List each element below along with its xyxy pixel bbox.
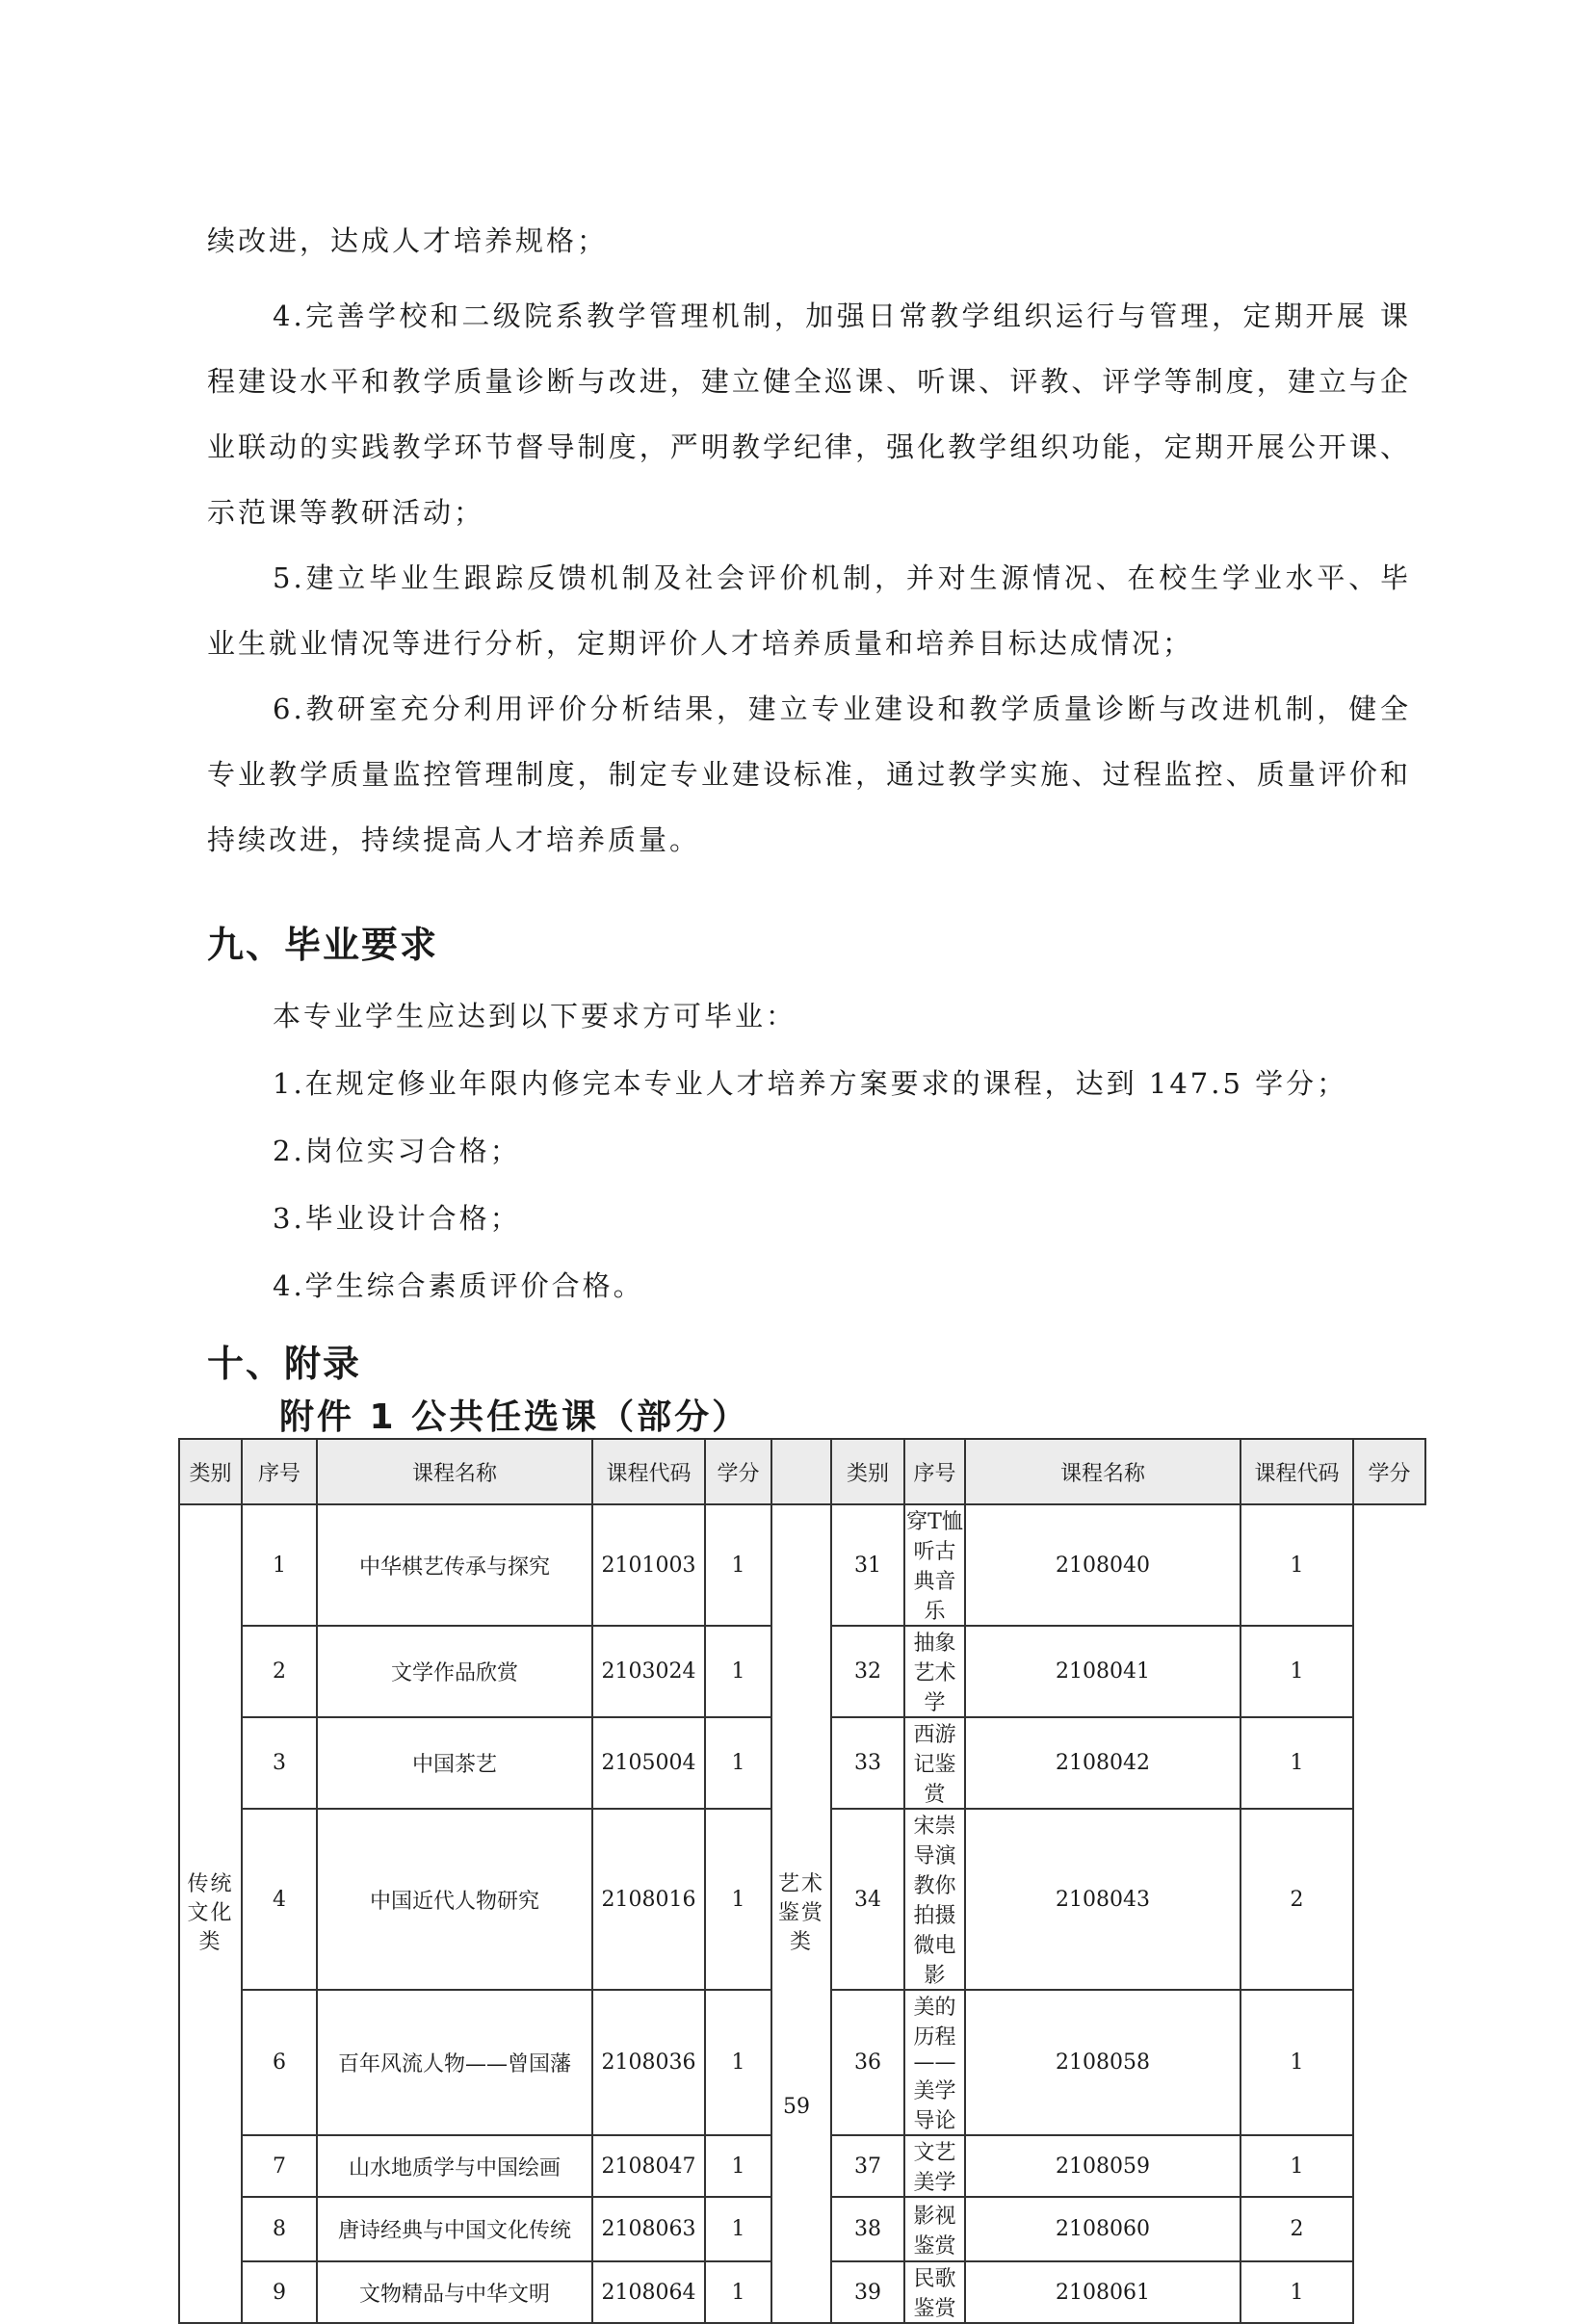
- course-seq-cell: 4: [242, 1809, 317, 1990]
- graduation-item-1: 1.在规定修业年限内修完本专业人才培养方案要求的课程，达到 147.5 学分；: [273, 1067, 1348, 1100]
- course-seq-cell: 33: [831, 1717, 904, 1809]
- course-seq-cell: 8: [242, 2197, 317, 2261]
- course-name-cell: 文学作品欣赏: [317, 1626, 592, 1717]
- graduation-item-3: 3.毕业设计合格；: [273, 1202, 521, 1235]
- course-code-cell: 2108043: [965, 1809, 1240, 1990]
- course-seq-cell: 3: [242, 1717, 317, 1809]
- paragraph-5: 5.建立毕业生跟踪反馈机制及社会评价机制，并对生源情况、在校生学业水平、毕业生就业情况等进行分析，定期评价人才培养质量和培养目标达成情况；: [207, 561, 1411, 660]
- course-credit-cell: 1: [1240, 1990, 1353, 2135]
- header-number: 序号: [904, 1439, 965, 1504]
- table-divider-column: [771, 1439, 831, 1504]
- course-seq-cell: 7: [242, 2135, 317, 2197]
- course-table: [178, 1438, 1426, 2324]
- course-seq-cell: 37: [831, 2135, 904, 2197]
- course-seq-cell: 31: [831, 1504, 904, 1626]
- course-name-cell: 中华棋艺传承与探究: [317, 1504, 592, 1626]
- course-name-cell: 中国茶艺: [317, 1717, 592, 1809]
- course-name-cell: 唐诗经典与中国文化传统: [317, 2197, 592, 2261]
- course-name-cell: 山水地质学与中国绘画: [317, 2135, 592, 2197]
- course-credit-cell: 1: [705, 2261, 771, 2323]
- course-credit-cell: 1: [705, 1626, 771, 1717]
- header-category: 类别: [831, 1439, 904, 1504]
- course-name-cell: 西游记鉴赏: [904, 1717, 965, 1809]
- header-course-name: 课程名称: [317, 1439, 592, 1504]
- graduation-item-2: 2.岗位实习合格；: [273, 1135, 521, 1167]
- section-heading-appendix: 十、附录: [207, 1343, 362, 1385]
- course-code-cell: 2108061: [965, 2261, 1240, 2323]
- header-course-name: 课程名称: [965, 1439, 1240, 1504]
- header-course-code: 课程代码: [1240, 1439, 1353, 1504]
- course-seq-cell: 39: [831, 2261, 904, 2323]
- course-code-cell: 2101003: [592, 1504, 705, 1626]
- course-name-cell: 美的历程——美学导论: [904, 1990, 965, 2135]
- paragraph-continuation: 续改进，达成人才培养规格；: [207, 224, 609, 257]
- course-seq-cell: 32: [831, 1626, 904, 1717]
- course-code-cell: 2108064: [592, 2261, 705, 2323]
- course-code-cell: 2108063: [592, 2197, 705, 2261]
- course-credit-cell: 1: [1240, 1717, 1353, 1809]
- course-code-cell: 2108041: [965, 1626, 1240, 1717]
- course-code-cell: 2103024: [592, 1626, 705, 1717]
- header-credits: 学分: [705, 1439, 771, 1504]
- course-credit-cell: 1: [1240, 1504, 1353, 1626]
- course-code-cell: 2108036: [592, 1990, 705, 2135]
- course-seq-cell: 1: [242, 1504, 317, 1626]
- course-seq-cell: 36: [831, 1990, 904, 2135]
- table-row: [179, 1504, 1425, 1626]
- course-seq-cell: 34: [831, 1809, 904, 1990]
- course-credit-cell: 1: [705, 1990, 771, 2135]
- course-credit-cell: 1: [705, 1809, 771, 1990]
- paragraph-4: 4.完善学校和二级院系教学管理机制，加强日常教学组织运行与管理，定期开展 课程建设水平和教学质量诊断与改进，建立健全巡课、听课、评教、评学等制度，建立与企 业联动的实践教学环节督导制度，严明教学纪律，强化教学组织功能，定期开展公开课、示范课等教研活动；: [207, 300, 1411, 529]
- course-name-cell: 宋崇导演教你拍摄微电影: [904, 1809, 965, 1990]
- course-code-cell: 2108060: [965, 2197, 1240, 2261]
- category-cell-art-appreciation: 艺术鉴赏类: [771, 1504, 831, 2323]
- table-header-row: [179, 1439, 1425, 1504]
- course-code-cell: 2108042: [965, 1717, 1240, 1809]
- course-credit-cell: 2: [1240, 2197, 1353, 2261]
- course-name-cell: 百年风流人物——曾国藩: [317, 1990, 592, 2135]
- course-credit-cell: 1: [1240, 1626, 1353, 1717]
- course-seq-cell: 38: [831, 2197, 904, 2261]
- graduation-item-4: 4.学生综合素质评价合格。: [273, 1269, 644, 1302]
- course-credit-cell: 1: [1240, 2261, 1353, 2323]
- course-name-cell: 中国近代人物研究: [317, 1809, 592, 1990]
- course-code-cell: 2105004: [592, 1717, 705, 1809]
- course-seq-cell: 6: [242, 1990, 317, 2135]
- course-name-cell: 文物精品与中华文明: [317, 2261, 592, 2323]
- course-name-cell: 影视鉴赏: [904, 2197, 965, 2261]
- graduation-intro: 本专业学生应达到以下要求方可毕业：: [273, 1000, 797, 1032]
- course-credit-cell: 1: [1240, 2135, 1353, 2197]
- course-name-cell: 抽象艺术学: [904, 1626, 965, 1717]
- course-credit-cell: 2: [1240, 1809, 1353, 1990]
- course-name-cell: 民歌鉴赏: [904, 2261, 965, 2323]
- header-course-code: 课程代码: [592, 1439, 705, 1504]
- section-heading-graduation: 九、毕业要求: [207, 924, 439, 966]
- page-number: 59: [783, 2095, 810, 2119]
- course-credit-cell: 1: [705, 2197, 771, 2261]
- course-code-cell: 2108016: [592, 1809, 705, 1990]
- course-credit-cell: 1: [705, 1504, 771, 1626]
- course-code-cell: 2108059: [965, 2135, 1240, 2197]
- header-category: 类别: [179, 1439, 242, 1504]
- course-code-cell: 2108040: [965, 1504, 1240, 1626]
- category-cell-traditional-culture: 传统文化类: [179, 1504, 242, 2323]
- table-title: 附件 1 公共任选课（部分）: [279, 1397, 750, 1437]
- course-seq-cell: 2: [242, 1626, 317, 1717]
- header-number: 序号: [242, 1439, 317, 1504]
- course-credit-cell: 1: [705, 1717, 771, 1809]
- course-code-cell: 2108047: [592, 2135, 705, 2197]
- course-name-cell: 文艺美学: [904, 2135, 965, 2197]
- course-code-cell: 2108058: [965, 1990, 1240, 2135]
- paragraph-6: 6.教研室充分利用评价分析结果，建立专业建设和教学质量诊断与改进机制，健全专业教学质量监控管理制度，制定专业建设标准，通过教学实施、过程监控、质量评价和持续改进，持续提高人才培养质量。: [207, 692, 1411, 856]
- course-name-cell: 穿T恤听古典音乐: [904, 1504, 965, 1626]
- header-credits: 学分: [1353, 1439, 1425, 1504]
- course-seq-cell: 9: [242, 2261, 317, 2323]
- course-credit-cell: 1: [705, 2135, 771, 2197]
